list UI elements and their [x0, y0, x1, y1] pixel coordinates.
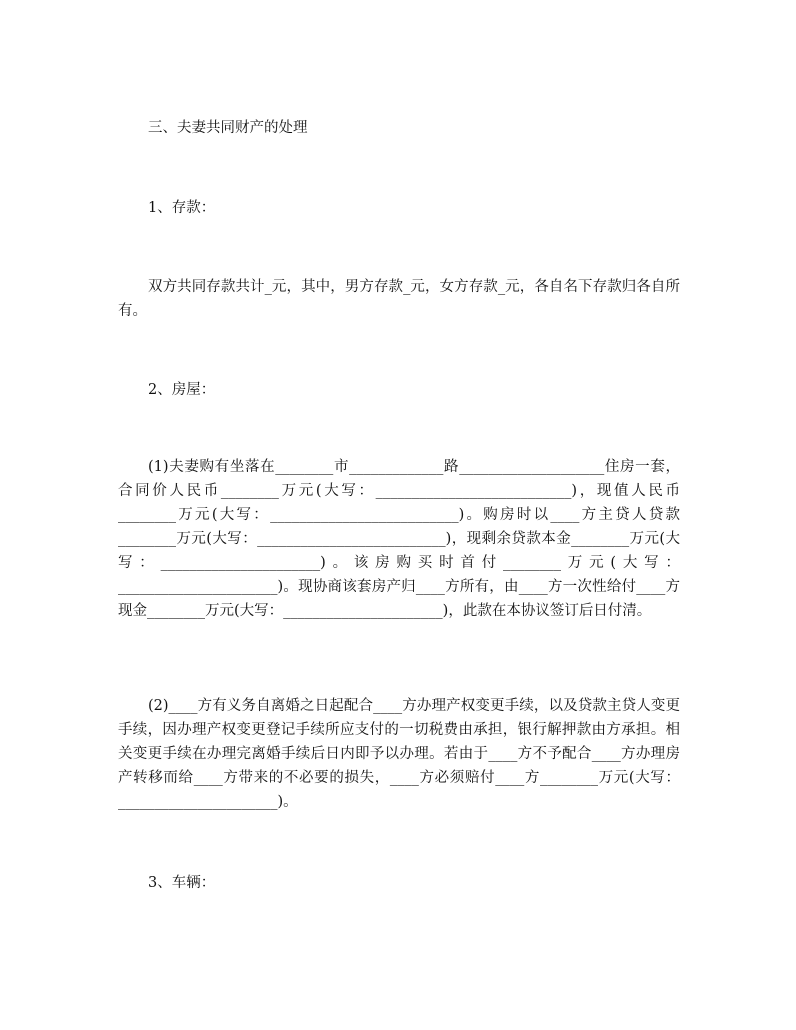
section-heading: 三、夫妻共同财产的处理 — [148, 120, 308, 136]
subsection-title-deposit: 1、存款： — [148, 200, 216, 216]
subsection-title-vehicle: 3、车辆： — [148, 875, 216, 891]
paragraph-house-1: (1)夫妻购有坐落在________市_____________路____________________住房一套，合同价人民币________万元(大写：___________________________)，现值人民币________万元(大写：__________________________)。购房时以____方主贷人贷款________万元(大写：__________________________)，现剩余贷款本金________万元(大写：______________________)。该房购买时首付________万元(大写：______________________)。现协商该套房产归____方所有，由____方一次性给付____方现金________万元(大写：______________________)，此款在本协议签订后日付清。 — [118, 459, 680, 619]
paragraph-deposit: 双方共同存款共计_元，其中，男方存款_元，女方存款_元，各自名下存款归各自所有。 — [118, 279, 680, 319]
paragraph-house-2: (2)____方有义务自离婚之日起配合____方办理产权变更手续，以及贷款主贷人变更手续，因办理产权变更登记手续所应支付的一切税费由承担，银行解押款由方承担。相关变更手续在办理完离婚手续后日内即予以办理。若由于____方不予配合____方办理房产转移而给____方带来的不必要的损失，____方必须赔付____方________万元(大写：______________________)。 — [118, 698, 680, 810]
subsection-title-house: 2、房屋： — [148, 382, 216, 398]
